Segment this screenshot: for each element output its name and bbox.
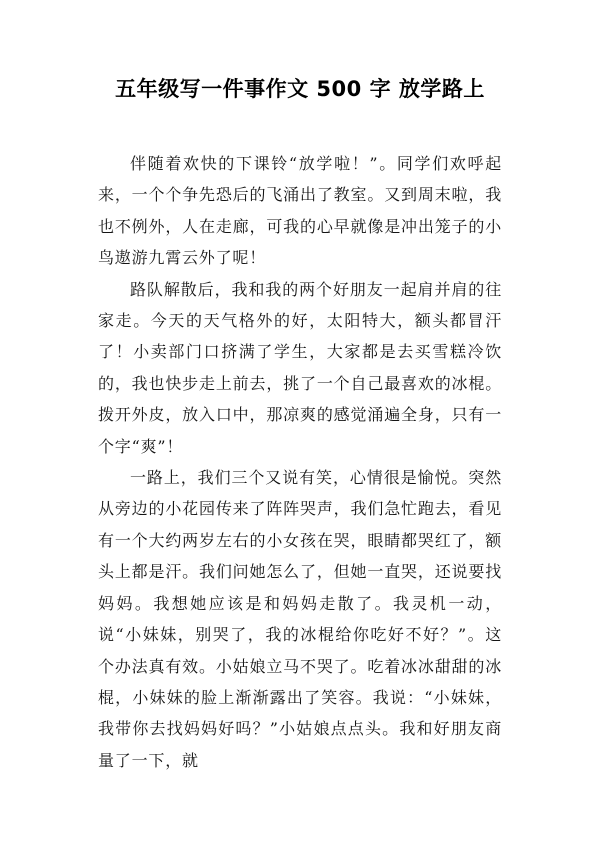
paragraph-2: 路队解散后，我和我的两个好朋友一起肩并肩的往家走。今天的天气格外的好，太阳特大，额头都冒汗了！小卖部门口挤满了学生，大家都是去买雪糕冷饮的，我也快步走上前去，挑了一个自己最喜欢的冰棍。拨开外皮，放入口中，那凉爽的感觉涌遍全身，只有一个字“爽”！ <box>98 279 502 456</box>
document-title: 五年级写一件事作文 500 字 放学路上 <box>115 77 485 101</box>
paragraph-1: 伴随着欢快的下课铃“放学啦！”。同学们欢呼起来，一个个争先恐后的飞涌出了教室。又到周末啦，我也不例外，人在走廊，可我的心早就像是冲出笼子的小鸟遨游九霄云外了呢！ <box>98 154 502 268</box>
document-body <box>98 148 502 776</box>
paragraph-3: 一路上，我们三个又说有笑，心情很是愉悦。突然从旁边的小花园传来了阵阵哭声，我们急忙跑去，看见有一个大约两岁左右的小女孩在哭，眼睛都哭红了，额头上都是汗。我们问她怎么了，但她一直哭，还说要找妈妈。我想她应该是和妈妈走散了。我灵机一动，说“小妹妹，别哭了，我的冰棍给你吃好不好？”。这个办法真有效。小姑娘立马不哭了。吃着冰冰甜甜的冰棍，小妹妹的脸上渐渐露出了笑容。我说：“小妹妹，我带你去找妈妈好吗？”小姑娘点点头。我和好朋友商量了一下，就 <box>98 468 502 770</box>
